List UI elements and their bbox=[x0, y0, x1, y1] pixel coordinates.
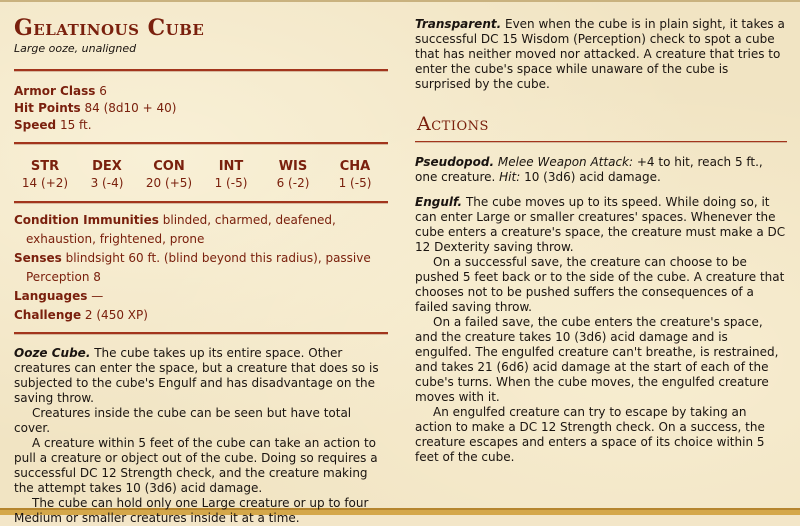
senses-row bbox=[14, 249, 388, 287]
condition-immunities-row bbox=[14, 211, 388, 249]
left-column bbox=[14, 2, 388, 526]
trait-name: Ooze Cube. bbox=[14, 346, 91, 360]
divider bbox=[14, 69, 388, 71]
action-paragraph: An engulfed creature can try to escape by taking an action to make a DC 12 Strength check. On a success, the creature escapes and enters a space of its choice within 5 feet of the cube. bbox=[415, 405, 765, 464]
ability-value: 20 (+5) bbox=[145, 176, 193, 190]
attack-text: +4 to hit, reach 5 ft., one creature. bbox=[415, 155, 763, 184]
divider bbox=[14, 142, 388, 144]
ability-name: WIS bbox=[278, 159, 308, 174]
actions-heading: Actions bbox=[417, 113, 489, 135]
action-paragraph bbox=[415, 155, 787, 185]
right-column bbox=[415, 2, 787, 465]
armor-class-row bbox=[14, 83, 388, 100]
ability-str bbox=[14, 159, 76, 191]
action-text: The cube moves up to its speed. While doing so, it can enter Large or smaller creatures' spaces. Whenever the cube enters a creature's space, the creature must make a DC 12 Dexterity saving throw. bbox=[415, 195, 786, 254]
ability-cha bbox=[324, 159, 386, 191]
senses-label: Senses bbox=[14, 251, 62, 265]
ability-value: 1 (-5) bbox=[338, 176, 372, 190]
senses-value: blindsight 60 ft. (blind beyond this radius), passive Perception 8 bbox=[26, 251, 371, 284]
action-engulf bbox=[415, 195, 787, 465]
condition-immunities-label: Condition Immunities bbox=[14, 213, 159, 227]
action-paragraph: On a failed save, the cube enters the creature's space, and the creature takes 10 (3d6) acid damage and is engulfed. The engulfed creature can't breathe, is restrained, and takes 21 (6d6) acid damage at the start of each of the cube's turns. When the cube moves, the engulfed creature moves with it. bbox=[415, 315, 779, 404]
languages-label: Languages bbox=[14, 289, 88, 303]
ability-name: INT bbox=[218, 159, 244, 174]
ability-name: DEX bbox=[92, 159, 122, 174]
ability-value: 6 (-2) bbox=[276, 176, 310, 190]
speed-value: 15 ft. bbox=[59, 118, 92, 132]
hit-points-value: 84 (8d10 + 40) bbox=[84, 101, 177, 115]
monster-name: Gelatinous Cube bbox=[14, 15, 205, 41]
ability-scores bbox=[14, 159, 388, 191]
divider bbox=[415, 141, 787, 142]
trait-name: Transparent. bbox=[415, 17, 502, 31]
attack-type: Melee Weapon Attack: bbox=[497, 155, 634, 169]
action-paragraph: On a successful save, the creature can choose to be pushed 5 feet back or to the side of the cube. A creature that chooses not to be pushed suffers the consequences of a failed saving throw. bbox=[415, 255, 785, 314]
trait-transparent bbox=[415, 17, 787, 92]
ability-wis bbox=[262, 159, 324, 191]
ability-value: 3 (-4) bbox=[90, 176, 124, 190]
condition-immunities-value: blinded, charmed, deafened, exhaustion, frightened, prone bbox=[26, 213, 336, 246]
ability-name: CHA bbox=[339, 159, 371, 174]
properties bbox=[14, 211, 388, 325]
ability-value: 1 (-5) bbox=[214, 176, 248, 190]
trait-paragraph: The cube can hold only one Large creature or up to four Medium or smaller creatures inside it at a time. bbox=[14, 496, 369, 525]
action-name: Pseudopod. bbox=[415, 155, 495, 169]
armor-class-label: Armor Class bbox=[14, 84, 96, 98]
ability-name: CON bbox=[153, 159, 185, 174]
challenge-value: 2 (450 XP) bbox=[84, 308, 148, 322]
hit-text: 10 (3d6) acid damage. bbox=[524, 170, 661, 184]
ability-dex bbox=[76, 159, 138, 191]
action-pseudopod bbox=[415, 155, 787, 185]
monster-meta: Large ooze, unaligned bbox=[14, 42, 137, 55]
trait-ooze-cube bbox=[14, 346, 388, 526]
action-paragraph bbox=[415, 195, 787, 255]
ability-name: STR bbox=[30, 159, 60, 174]
trait-paragraph bbox=[415, 17, 787, 92]
defense-stats bbox=[14, 83, 388, 134]
action-name: Engulf. bbox=[415, 195, 463, 209]
languages-value: — bbox=[91, 289, 104, 303]
languages-row bbox=[14, 287, 388, 306]
ability-value: 14 (+2) bbox=[21, 176, 69, 190]
armor-class-value: 6 bbox=[99, 84, 107, 98]
trait-text: The cube takes up its entire space. Other creatures can enter the space, but a creature that does so is subjected to the cube's Engulf and has disadvantage on the saving throw. bbox=[14, 346, 379, 405]
hit-points-label: Hit Points bbox=[14, 101, 81, 115]
ability-int bbox=[200, 159, 262, 191]
speed-label: Speed bbox=[14, 118, 57, 132]
trait-paragraph: Creatures inside the cube can be seen but have total cover. bbox=[14, 406, 352, 435]
trait-paragraph: A creature within 5 feet of the cube can take an action to pull a creature or object out of the cube. Doing so requires a successful DC 12 Strength check, and the creature making the attempt takes 10 (3d6) acid damage. bbox=[14, 436, 378, 495]
hit-label: Hit: bbox=[499, 170, 521, 184]
challenge-row bbox=[14, 306, 388, 325]
speed-row bbox=[14, 117, 388, 134]
challenge-label: Challenge bbox=[14, 308, 82, 322]
trait-paragraph bbox=[14, 346, 388, 406]
ability-con bbox=[138, 159, 200, 191]
divider bbox=[14, 201, 388, 203]
hit-points-row bbox=[14, 100, 388, 117]
divider bbox=[14, 332, 388, 334]
trait-text: Even when the cube is in plain sight, it takes a successful DC 15 Wisdom (Perception) check to spot a cube that has neither moved nor attacked. A creature that tries to enter the cube's space while unaware of the cube is surprised by the cube. bbox=[415, 17, 785, 91]
